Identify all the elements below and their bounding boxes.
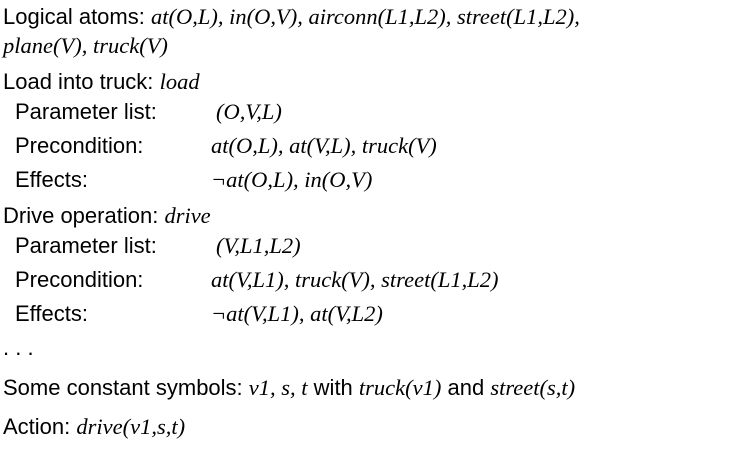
planning-definition [3,4,743,440]
atoms-line-2 [3,33,743,59]
load-pre-label: Precondition: [15,133,144,158]
drive-operator-name: drive [164,203,211,228]
drive-param-value: (V,L1,L2) [216,233,301,258]
atoms-list-2: plane(V), truck(V) [3,33,168,58]
load-heading-label: Load into truck: [3,69,154,94]
constants-with: with [313,375,353,400]
drive-heading-label: Drive operation: [3,203,159,228]
atoms-list-1: at(O,L), in(O,V), airconn(L1,L2), street(L1,L2), [150,4,580,29]
load-pre-row [3,129,743,163]
load-eff-row [3,163,743,197]
drive-heading [3,203,743,229]
load-param-row [3,95,743,129]
load-eff-value: ¬at(O,L), in(O,V) [211,167,373,192]
constants-symbols: v1, s, t [248,375,308,400]
drive-eff-value: ¬at(V,L1), at(V,L2) [211,301,383,326]
atoms-label: Logical atoms: [3,4,145,29]
load-param-label: Parameter list: [15,99,157,124]
drive-eff-row [3,297,743,331]
load-heading [3,69,743,95]
drive-pre-row [3,263,743,297]
load-operator-name: load [159,69,200,94]
load-pre-value: at(O,L), at(V,L), truck(V) [211,133,437,158]
ellipsis: . . . [3,335,34,360]
action-value: drive(v1,s,t) [76,414,186,439]
constants-truck-atom: truck(v1) [358,375,442,400]
constants-and: and [447,375,485,400]
action-line [3,414,743,440]
load-param-value: (O,V,L) [216,99,282,124]
drive-eff-label: Effects: [15,301,88,326]
atoms-line-1 [3,4,743,30]
constants-line [3,375,743,401]
action-label: Action: [3,414,71,439]
load-eff-label: Effects: [15,167,88,192]
constants-street-atom: street(s,t) [490,375,576,400]
drive-pre-value: at(V,L1), truck(V), street(L1,L2) [211,267,499,292]
drive-param-label: Parameter list: [15,233,157,258]
constants-label: Some constant symbols: [3,375,243,400]
drive-pre-label: Precondition: [15,267,144,292]
drive-param-row [3,229,743,263]
